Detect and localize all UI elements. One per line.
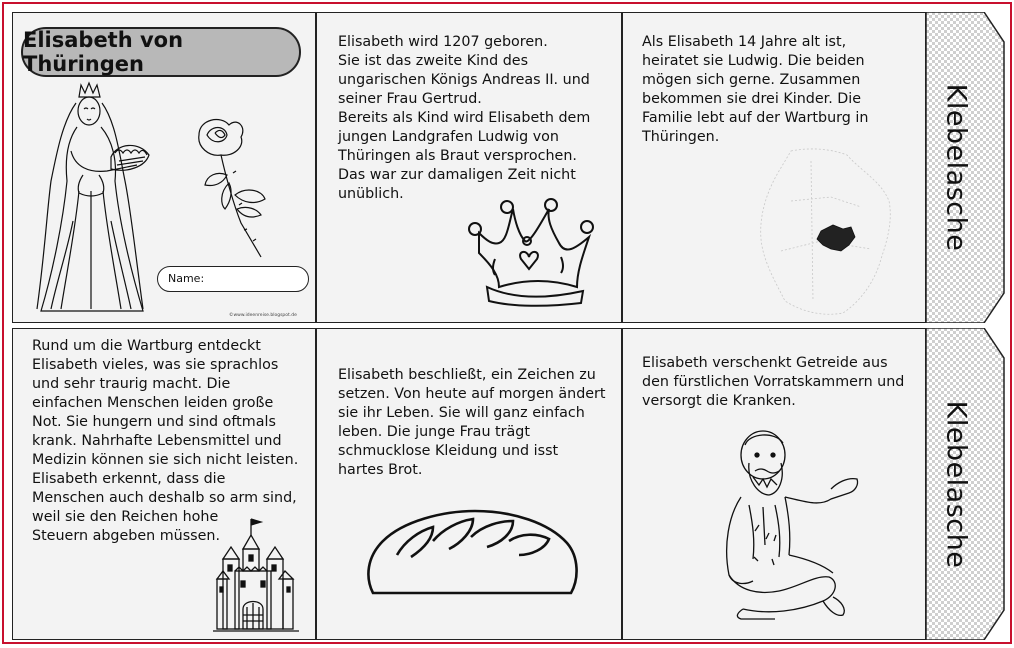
panel-poverty-text: Rund um die Wartburg entdeckt Elisabeth vieles, was sie sprachlos und sehr traurig macht. Die einfachen Menschen leiden große Not. Sie hungern und sind oftmals krank. Nahrhafte Lebensmittel und Medizin können sie sich nicht leisten. Elisabeth erkennt, dass die Menschen auch deshalb so arm sind, weil sie den Reichen hohe Steuern abgeben müssen. (32, 338, 299, 544)
elisabeth-figure-icon (27, 81, 157, 317)
panel-charity (622, 328, 926, 640)
glue-tab-top-label: Klebelasche (940, 83, 972, 252)
page-title (21, 27, 301, 77)
thuringia-region (817, 225, 855, 251)
crown-icon (465, 195, 595, 307)
worksheet (2, 2, 1012, 644)
panel-decision (316, 328, 622, 640)
beggar-man-icon (719, 425, 861, 621)
name-field[interactable] (157, 266, 309, 292)
glue-tab-bottom-label: Klebelasche (940, 400, 972, 568)
name-label: Name: (168, 272, 205, 285)
panel-decision-text: Elisabeth beschließt, ein Zeichen zu setzen. Von heute auf morgen ändert sie ihr Leben. Sie will ganz einfach leben. Die junge Frau trägt schmucklose Kleidung und isst hartes Brot. (338, 367, 606, 478)
panel-cover (12, 12, 316, 323)
castle-icon (213, 515, 299, 635)
panel-birth-text: Elisabeth wird 1207 geboren. Sie ist das zweite Kind des ungarischen Königs Andreas II. und seiner Frau Gertrud. Bereits als Kind wird Elisabeth dem jungen Landgrafen Ludwig von Thüringen als Braut versprochen. Das war zur damaligen Zeit nicht unüblich. (338, 34, 591, 202)
rose-icon (181, 113, 281, 263)
panel-marriage (622, 12, 926, 323)
germany-map-icon (751, 141, 901, 321)
panel-birth (316, 12, 622, 323)
panel-marriage-text: Als Elisabeth 14 Jahre alt ist, heiratet sie Ludwig. Die beiden mögen sich gerne. Zusammen bekommen sie drei Kinder. Die Familie lebt auf der Wartburg in Thüringen. (642, 34, 869, 145)
title-text: Elisabeth von Thüringen (23, 28, 184, 76)
bread-icon (363, 507, 583, 601)
panel-charity-text: Elisabeth verschenkt Getreide aus den fürstlichen Vorratskammern und versorgt die Kranken. (642, 355, 905, 409)
panel-poverty (12, 328, 316, 640)
credit-text: ©www.ideenreise.blogspot.de (229, 313, 297, 318)
